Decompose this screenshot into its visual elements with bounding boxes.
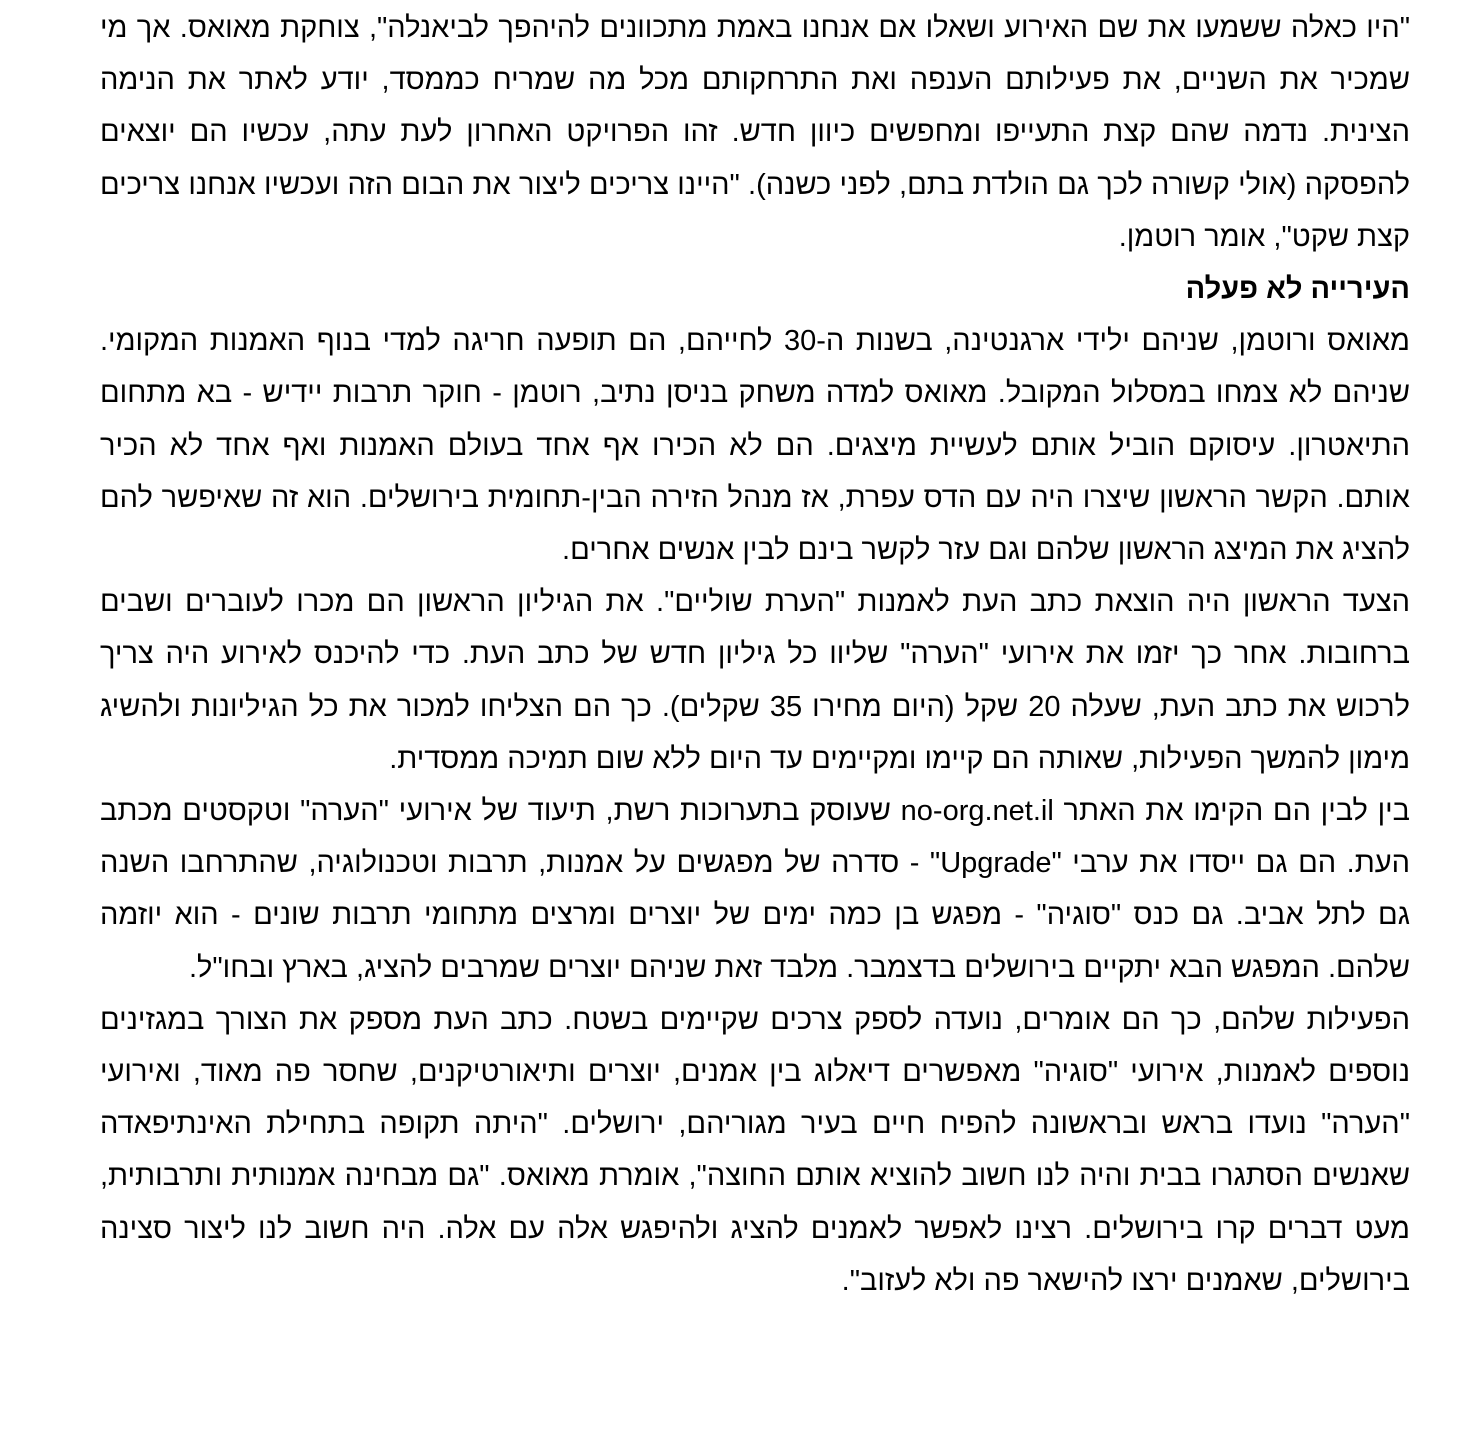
website-text-after: שעוסק בתערוכות רשת, תיעוד של אירועי "הערה" וטקסטים מכתב העת. הם גם ייסדו את ערבי "Upgrade" - סדרה של מפגשים על אמנות, תרבות וטכנולוגיה, שהתרחבו השנה גם לתל אביב. גם כנס "סוגיה" - מפגש בן כמה ימים של יוצרים ומרצים מתחומי תרבות שונים - הוא יוזמה שלהם. המפגש הבא יתקיים בירושלים בדצמבר. מלבד זאת שניהם יוצרים שמרבים להציג, בארץ ובחו"ל. bbox=[100, 795, 1410, 984]
website-address: no-org.net.il bbox=[900, 795, 1054, 828]
paragraph-website bbox=[100, 785, 1410, 994]
paragraph-background: מאואס ורוטמן, שניהם ילידי ארגנטינה, בשנות ה-30 לחייהם, הם תופעה חריגה למדי בנוף האמנות המקומי. שניהם לא צמחו במסלול המקובל. מאואס למדה משחק בניסן נתיב, רוטמן - חוקר תרבות יידיש - בא מתחום התיאטרון. עיסוקם הוביל אותם לעשיית מיצגים. הם לא הכירו אף אחד בעולם האמנות ואף אחד לא הכיר אותם. הקשר הראשון שיצרו היה עם הדס עפרת, אז מנהל הזירה הבין-תחומית בירושלים. הוא זה שאיפשר להם להציג את המיצג הראשון שלהם וגם עזר לקשר בינם לבין אנשים אחרים. bbox=[100, 325, 1410, 567]
website-text-before: בין לבין הם הקימו את האתר bbox=[1053, 795, 1410, 828]
paragraph-activity: הפעילות שלהם, כך הם אומרים, נועדה לספק צרכים שקיימים בשטח. כתב העת מספק את הצורך במגזינים נוספים לאמנות, אירועי "סוגיה" מאפשרים דיאלוג בין אמנים, יוצרים ותיאורטיקנים, שחסר פה מאוד, ואירועי "הערה" נועדו בראש ובראשונה להפיח חיים בעיר מגוריהם, ירושלים. "היתה תקופה בתחילת האינתיפאדה שאנשים הסתגרו בבית והיה לנו חשוב להוציא אותם החוצה", אומרת מאואס. "גם מבחינה אמנותית ותרבותית, מעט דברים קרו בירושלים. רצינו לאפשר לאמנים להציג ולהיפגש אלה עם אלה. היה חשוב לנו ליצור סצינה בירושלים, שאמנים ירצו להישאר פה ולא לעזוב". bbox=[100, 1003, 1410, 1297]
paragraph-intro: "היו כאלה ששמעו את שם האירוע ושאלו אם אנחנו באמת מתכוונים להיהפך לביאנלה", צוחקת מאואס. אך מי שמכיר את השניים, את פעילותם הענפה ואת התרחקותם מכל מה שמריח כממסד, יודע לאתר את הנימה הצינית. נדמה שהם קצת התעייפו ומחפשים כיוון חדש. זהו הפרויקט האחרון לעת עתה, עכשיו הם יוצאים להפסקה (אולי קשורה לכך גם הולדת בתם, לפני כשנה). "היינו צריכים ליצור את הבום הזה ועכשיו אנחנו צריכים קצת שקט", אומר רוטמן. bbox=[100, 12, 1410, 253]
section-heading: העירייה לא פעלה bbox=[1185, 273, 1410, 306]
paragraph-magazine: הצעד הראשון היה הוצאת כתב העת לאמנות "הערת שוליים". את הגיליון הראשון הם מכרו לעוברים ושבים ברחובות. אחר כך יזמו את אירועי "הערה" שליוו כל גיליון חדש של כתב העת. כדי להיכנס לאירוע היה צריך לרכוש את כתב העת, שעלה 20 שקל (היום מחירו 35 שקלים). כך הם הצליחו למכור את כל הגיליונות ולהשיג מימון להמשך הפעילות, שאותה הם קיימו ומקיימים עד היום ללא שום תמיכה ממסדית. bbox=[100, 586, 1410, 775]
article-body bbox=[100, 0, 1410, 1307]
